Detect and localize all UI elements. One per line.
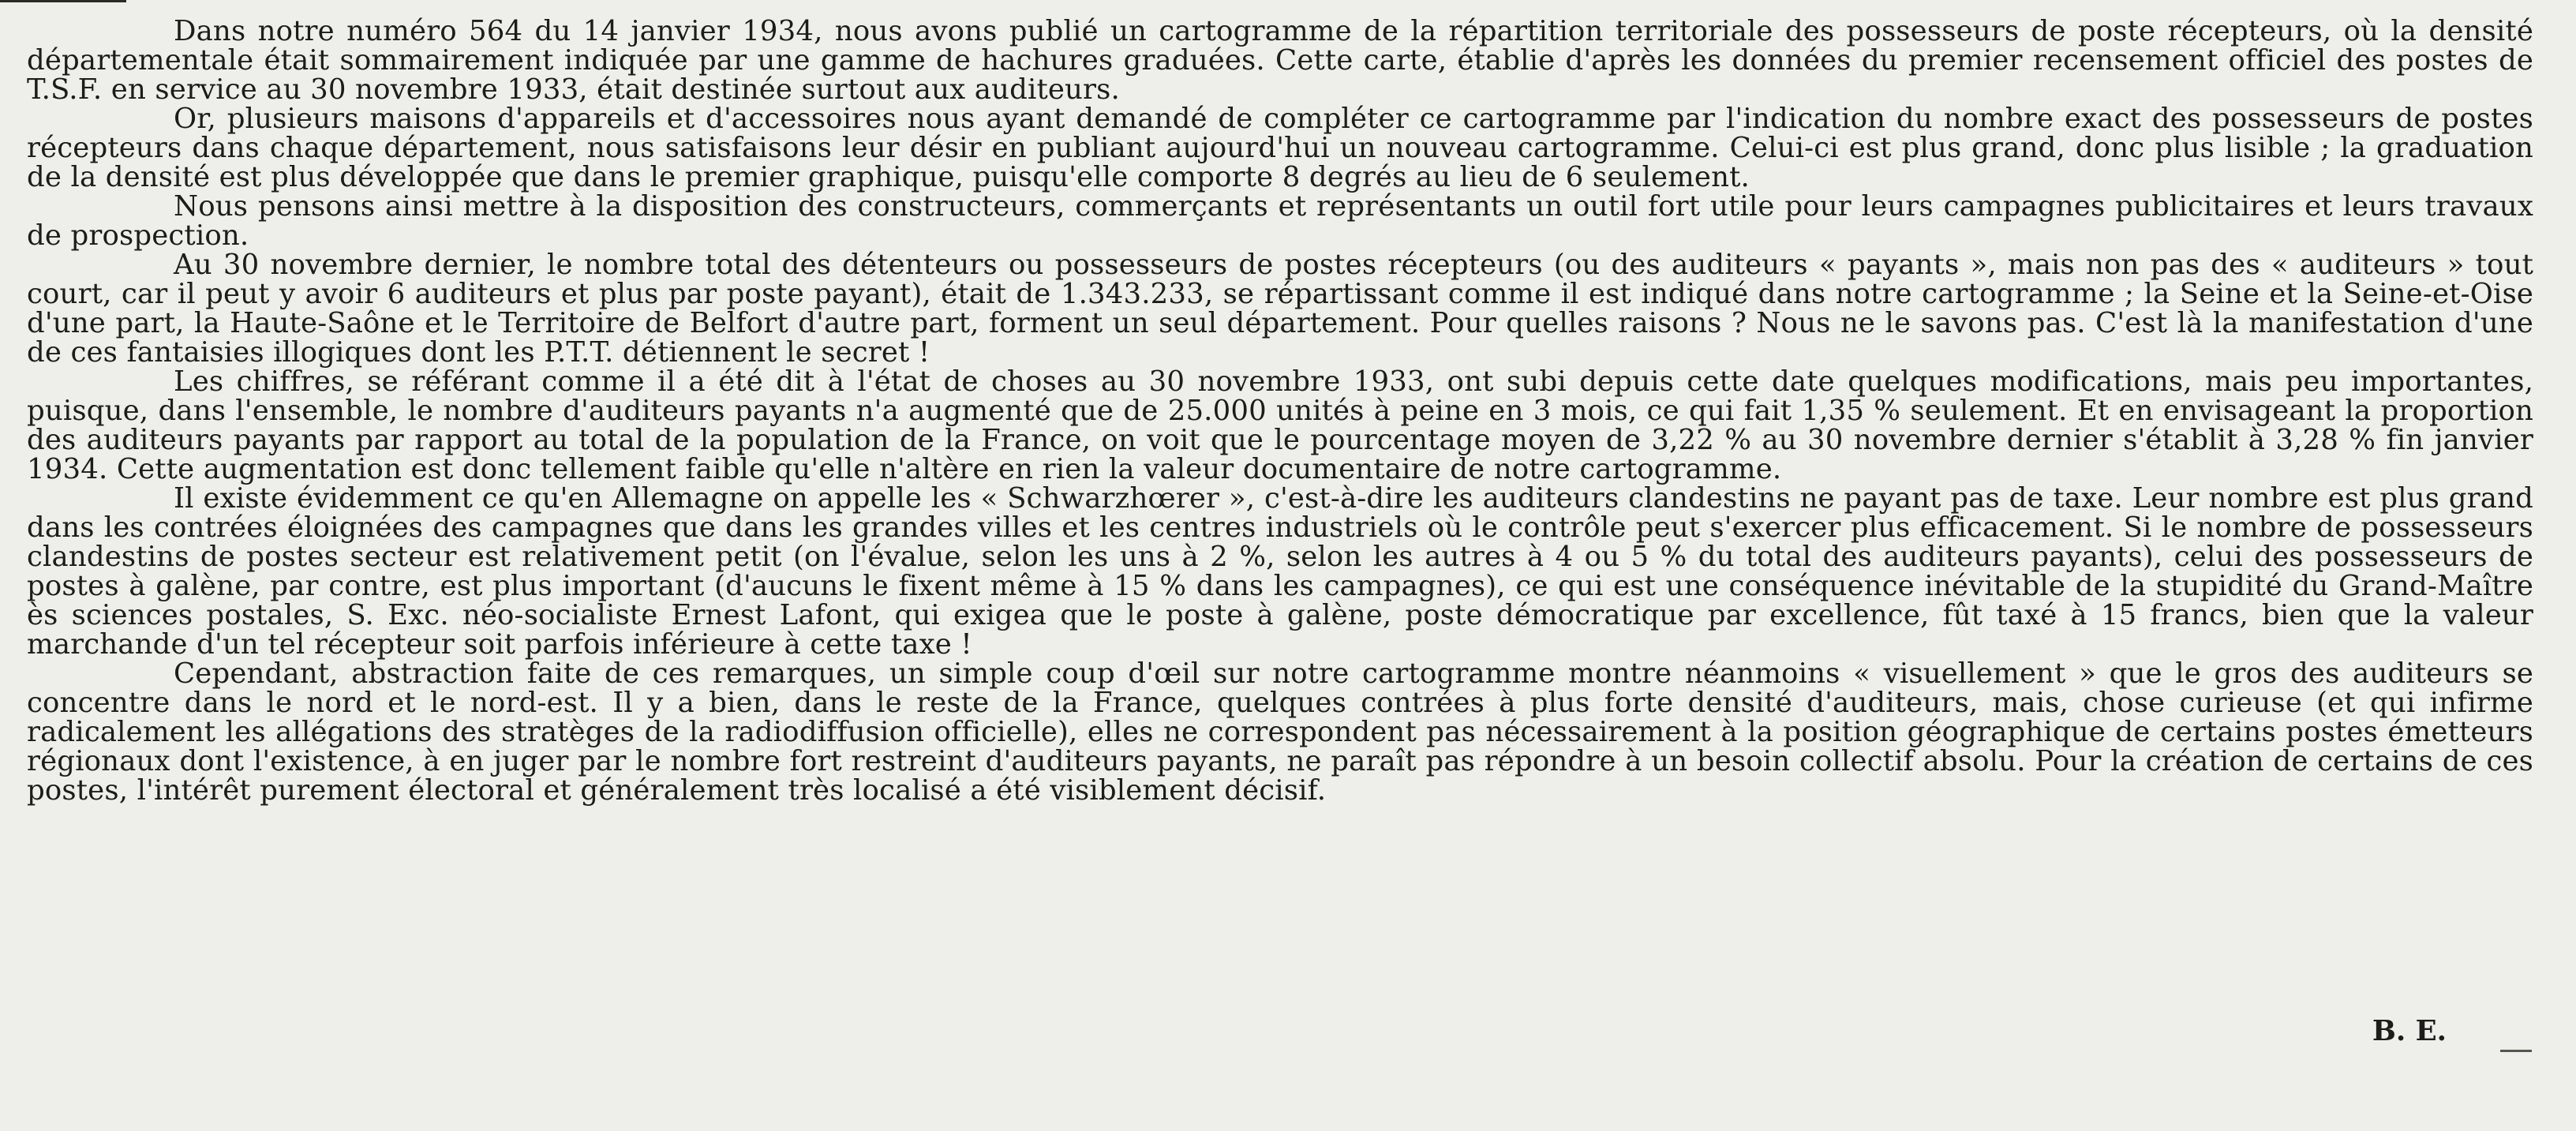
top-rule <box>0 0 126 2</box>
paragraph-5: Les chiffres, se référant comme il a été dit à l'état de choses au 30 novembre 1933, ont subi depuis cette date quelques modifications, mais peu importantes, puisque, dans l'ensemble, le nombre d'auditeurs payants n'a augmenté que de 25.000 unités à peine en 3 mois, ce qui fait 1,35 % seulement. Et en envisageant la proportion des auditeurs payants par rapport au total de la population de la France, on voit que le pourcentage moyen de 3,22 % au 30 novembre dernier s'établit à 3,28 % fin janvier 1934. Cette augmentation est donc tellement faible qu'elle n'altère en rien la valeur documentaire de notre cartogramme. <box>27 365 2533 485</box>
paragraph-3: Nous pensons ainsi mettre à la disposition des constructeurs, commerçants et représentants un outil fort utile pour leurs campagnes publicitaires et leurs travaux de prospection. <box>27 190 2533 252</box>
paragraph-2: Or, plusieurs maisons d'appareils et d'accessoires nous ayant demandé de compléter ce cartogramme par l'indication du nombre exact des possesseurs de postes récepteurs dans chaque département, nous satisfaisons leur désir en publiant aujourd'hui un nouveau cartogramme. Celui-ci est plus grand, donc plus lisible ; la graduation de la densité est plus développée que dans le premier graphique, puisqu'elle comporte 8 degrés au lieu de 6 seulement. <box>27 103 2533 193</box>
paragraph-4: Au 30 novembre dernier, le nombre total des détenteurs ou possesseurs de postes récepteurs (ou des auditeurs « payants », mais non pas des « auditeurs » tout court, car il peut y avoir 6 auditeurs et plus par poste payant), était de 1.343.233, se répartissant comme il est indiqué dans notre cartogramme ; la Seine et la Seine-et-Oise d'une part, la Haute-Saône et le Territoire de Belfort d'autre part, forment un seul département. Pour quelles raisons ? Nous ne le savons pas. C'est là la manifestation d'une de ces fantaisies illogiques dont les P.T.T. détiennent le secret ! <box>27 249 2533 369</box>
paragraph-1: Dans notre numéro 564 du 14 janvier 1934, nous avons publié un cartogramme de la répartition territoriale des possesseurs de poste récepteurs, où la densité départementale était sommairement indiquée par une gamme de hachures graduées. Cette carte, établie d'après les données du premier recensement officiel des postes de T.S.F. en service au 30 novembre 1933, était destinée surtout aux auditeurs. <box>27 15 2533 106</box>
article-body <box>27 17 2533 805</box>
paragraph-6: Il existe évidemment ce qu'en Allemagne on appelle les « Schwarzhœrer », c'est-à-dire les auditeurs clandestins ne payant pas de taxe. Leur nombre est plus grand dans les contrées éloignées des campagnes que dans les grandes villes et les centres industriels où le contrôle peut s'exercer plus efficacement. Si le nombre de possesseurs clandestins de postes secteur est relativement petit (on l'évalue, selon les uns à 2 %, selon les autres à 4 ou 5 % du total des auditeurs payants), celui des possesseurs de postes à galène, par contre, est plus important (d'aucuns le fixent même à 15 % dans les campagnes), ce qui est une conséquence inévitable de la stupidité du Grand-Maître ès sciences postales, S. Exc. néo-socialiste Ernest Lafont, qui exigea que le poste à galène, poste démocratique par excellence, fût taxé à 15 francs, bien que la valeur marchande d'un tel récepteur soit parfois inférieure à cette taxe ! <box>27 482 2533 661</box>
end-mark <box>2500 1050 2532 1052</box>
paragraph-7: Cependant, abstraction faite de ces remarques, un simple coup d'œil sur notre cartogramme montre néanmoins « visuellement » que le gros des auditeurs se concentre dans le nord et le nord-est. Il y a bien, dans le reste de la France, quelques contrées à plus forte densité d'auditeurs, mais, chose curieuse (et qui infirme radicalement les allégations des stratèges de la radiodiffusion officielle), elles ne correspondent pas nécessairement à la position géographique de certains postes émetteurs régionaux dont l'existence, à en juger par le nombre fort restreint d'auditeurs payants, ne paraît pas répondre à un besoin collectif absolu. Pour la création de certains de ces postes, l'intérêt purement électoral et généralement très localisé a été visiblement décisif. <box>27 657 2533 807</box>
author-signature: B. E. <box>2372 1015 2447 1047</box>
